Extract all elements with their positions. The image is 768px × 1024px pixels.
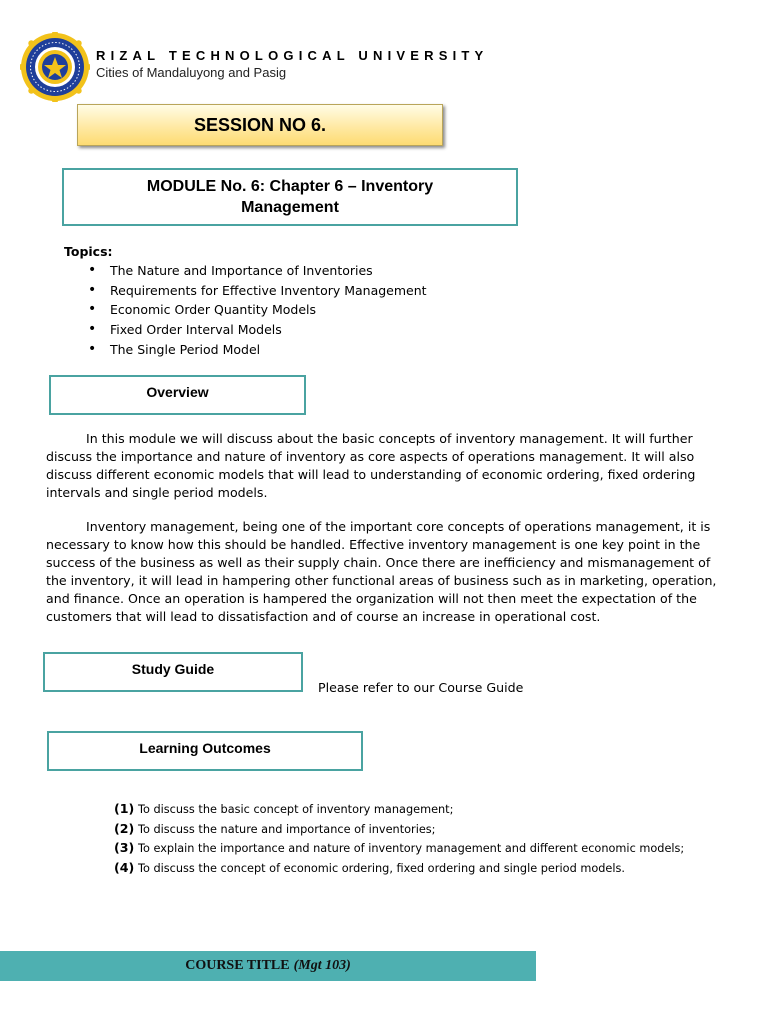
- topic-item: • Requirements for Effective Inventory Management: [88, 283, 427, 303]
- course-title-footer: [0, 951, 536, 981]
- course-title-label: COURSE TITLE: [185, 958, 290, 973]
- learning-outcomes-heading: Learning Outcomes: [47, 731, 363, 771]
- topic-item: • The Nature and Importance of Inventories: [88, 263, 427, 283]
- topic-item: • The Single Period Model: [88, 342, 427, 362]
- outcome-item: [114, 860, 684, 880]
- outcome-number: (2): [114, 820, 135, 836]
- outcome-number: (3): [114, 840, 135, 855]
- outcome-number: (4): [114, 859, 135, 875]
- outcome-text: To discuss the concept of economic ordering, fixed ordering and single period models.: [138, 861, 625, 875]
- study-guide-heading: Study Guide: [43, 652, 303, 692]
- module-title-box: [62, 168, 518, 226]
- outcome-item: [114, 821, 684, 841]
- university-seal-icon: [20, 32, 90, 102]
- university-location: Cities of Mandaluyong and Pasig: [96, 65, 287, 80]
- topic-item: • Economic Order Quantity Models: [88, 302, 427, 322]
- outcome-text: To discuss the nature and importance of inventories;: [138, 822, 436, 836]
- study-guide-text: Please refer to our Course Guide: [318, 680, 524, 695]
- overview-heading: Overview: [49, 375, 306, 415]
- session-title: SESSION NO 6.: [77, 104, 443, 146]
- course-code: (Mgt 103): [293, 958, 351, 973]
- module-title: MODULE No. 6: Chapter 6 – Inventory Management: [146, 178, 434, 216]
- outcome-item: [114, 840, 684, 860]
- outcome-text: To explain the importance and nature of inventory management and different economic models;: [138, 842, 685, 855]
- outcome-text: To discuss the basic concept of inventory management;: [138, 803, 454, 816]
- topic-item: • Fixed Order Interval Models: [88, 322, 427, 342]
- learning-outcomes-list: [114, 801, 684, 879]
- topics-list: [88, 263, 427, 361]
- outcome-number: (1): [114, 801, 135, 816]
- university-name: RIZAL TECHNOLOGICAL UNIVERSITY: [96, 48, 489, 63]
- topics-label: Topics:: [64, 244, 113, 259]
- overview-paragraph: In this module we will discuss about the basic concepts of inventory management. It will further discuss the importance and nature of inventory as core aspects of operations management. It will also discuss different economic models that will lead to understanding of economic ordering, fixed ordering intervals and single period models.: [46, 431, 696, 500]
- overview-paragraph: Inventory management, being one of the important core concepts of operations management, it is necessary to know how this should be handled. Effective inventory management is one key point in the success of the business as well as their supply chain. Once there are inefficiency and mismanagement of the inventory, it will lead in hampering other functional areas of business such as in marketing, operation, and finance. Once an operation is hampered the organization will not then meet the expectation of the customers that will lead to dissatisfaction and of course an increase in operational cost.: [46, 519, 717, 624]
- outcome-item: [114, 801, 684, 821]
